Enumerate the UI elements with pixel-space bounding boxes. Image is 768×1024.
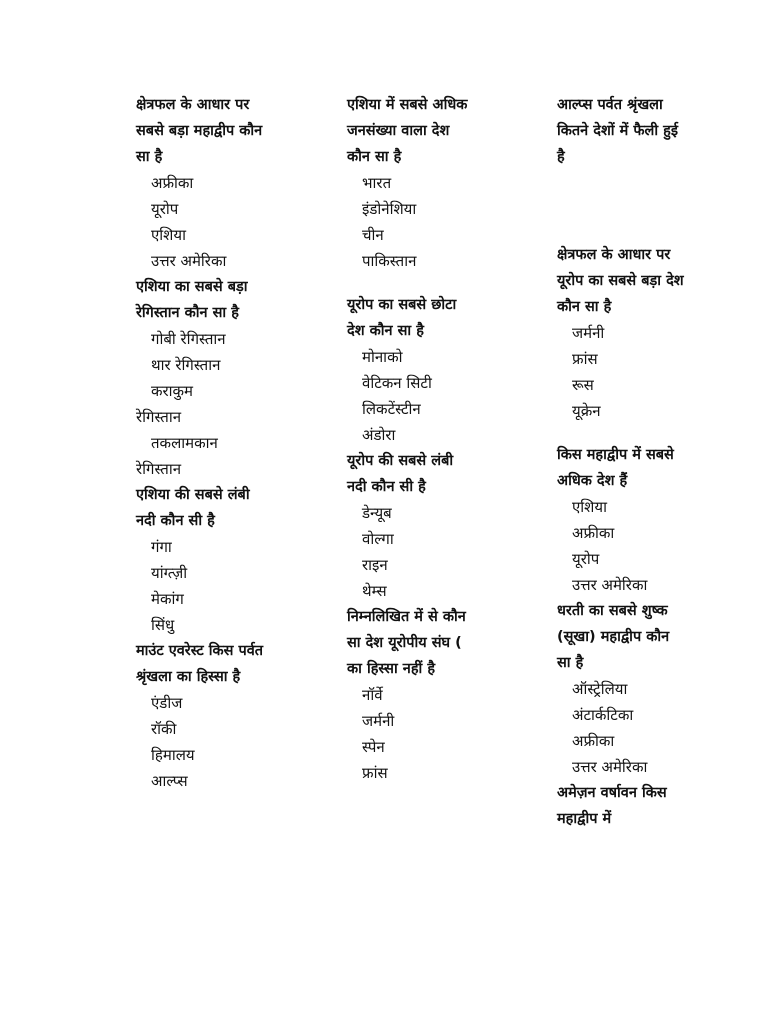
option: नॉर्वे: [362, 686, 383, 704]
options-1-4: [136, 690, 266, 794]
option: लिकटेंस्टीन: [362, 400, 421, 418]
question-3-1: आल्प्स पर्वत श्रृंखला कितने देशों में फैली हुई है: [557, 97, 678, 165]
question-3-3: किस महाद्वीप में सबसे अधिक देश हैं: [557, 447, 674, 489]
option: थेम्स: [362, 582, 387, 600]
option: एशिया: [151, 226, 186, 244]
option: यूक्रेन: [572, 402, 601, 420]
option: रॉकी: [151, 720, 177, 738]
option: यूरोप: [572, 550, 600, 568]
option: फ्रांस: [362, 764, 388, 782]
question-1-4: माउंट एवरेस्ट किस पर्वत श्रृंखला का हिस्सा है: [136, 643, 264, 685]
option: कराकुम: [151, 382, 194, 400]
option: पाकिस्तान: [362, 252, 417, 270]
question-1-3: एशिया की सबसे लंबी नदी कौन सी है: [136, 487, 250, 529]
option: एशिया: [572, 498, 607, 516]
option: अंडोरा: [362, 426, 396, 444]
option: गंगा: [151, 538, 172, 556]
option: तकलामकान: [151, 434, 218, 452]
option: रूस: [572, 376, 594, 394]
question-3-4: धरती का सबसे शुष्क (सूखा) महाद्वीप कौन सा है: [557, 603, 670, 671]
option: मोनाको: [362, 348, 403, 366]
option: वेटिकन सिटी: [362, 374, 432, 392]
options-1-2: [136, 326, 266, 482]
option: यांग्त्ज़ी: [151, 564, 188, 582]
option: डेन्यूब: [362, 504, 392, 522]
option: आल्प्स: [151, 772, 188, 790]
option: उत्तर अमेरिका: [572, 758, 648, 776]
option: मेकांग: [151, 590, 184, 608]
option: राइन: [362, 556, 388, 574]
option: अफ्रीका: [572, 524, 615, 542]
option: जर्मनी: [362, 712, 395, 730]
option: इंडोनेशिया: [362, 200, 417, 218]
option: उत्तर अमेरिका: [572, 576, 648, 594]
option: भारत: [362, 174, 392, 192]
options-2-2: [347, 344, 477, 448]
option: गोबी रेगिस्तान: [151, 330, 226, 348]
option: उत्तर अमेरिका: [151, 252, 227, 270]
spacer: [557, 170, 687, 242]
option: एंडीज: [151, 694, 183, 712]
column-1: [136, 92, 266, 794]
option: अफ्रीका: [151, 174, 194, 192]
options-3-2: [557, 320, 687, 424]
options-3-4: [557, 676, 687, 780]
option: जर्मनी: [572, 324, 605, 342]
question-3-5: अमेज़न वर्षावन किस महाद्वीप में: [557, 785, 667, 827]
question-2-4: निम्नलिखित में से कौन सा देश यूरोपीय संघ ( का हिस्सा नहीं है: [347, 609, 466, 677]
option: अंटार्कटिका: [572, 706, 634, 724]
question-3-2: क्षेत्रफल के आधार पर यूरोप का सबसे बड़ा देश कौन सा है: [557, 247, 684, 315]
option: अफ्रीका: [572, 732, 615, 750]
option: वोल्गा: [362, 530, 394, 548]
options-2-4: [347, 682, 477, 786]
column-2: [347, 92, 477, 786]
column-3: [557, 92, 687, 832]
options-2-1: [347, 170, 477, 274]
options-1-3: [136, 534, 266, 638]
option: यूरोप: [151, 200, 179, 218]
options-1-1: [136, 170, 266, 274]
question-2-1: एशिया में सबसे अधिक जनसंख्या वाला देश कौन सा है: [347, 97, 468, 165]
question-2-2: यूरोप का सबसे छोटा देश कौन सा है: [347, 297, 457, 339]
option: स्पेन: [362, 738, 385, 756]
spacer: [347, 274, 477, 292]
options-3-3: [557, 494, 687, 598]
option: थार रेगिस्तान: [151, 356, 221, 374]
spacer: [557, 424, 687, 442]
option: ऑस्ट्रेलिया: [572, 680, 628, 698]
question-1-2: एशिया का सबसे बड़ा रेगिस्तान कौन सा है: [136, 279, 248, 321]
option-continuation: रेगिस्तान: [136, 408, 182, 426]
question-1-1: क्षेत्रफल के आधार पर सबसे बड़ा महाद्वीप कौन सा है: [136, 97, 263, 165]
option: सिंधु: [151, 616, 175, 634]
option: हिमालय: [151, 746, 195, 764]
option: फ्रांस: [572, 350, 598, 368]
options-2-3: [347, 500, 477, 604]
option: चीन: [362, 226, 384, 244]
question-2-3: यूरोप की सबसे लंबी नदी कौन सी है: [347, 453, 454, 495]
option-continuation: रेगिस्तान: [136, 460, 182, 478]
